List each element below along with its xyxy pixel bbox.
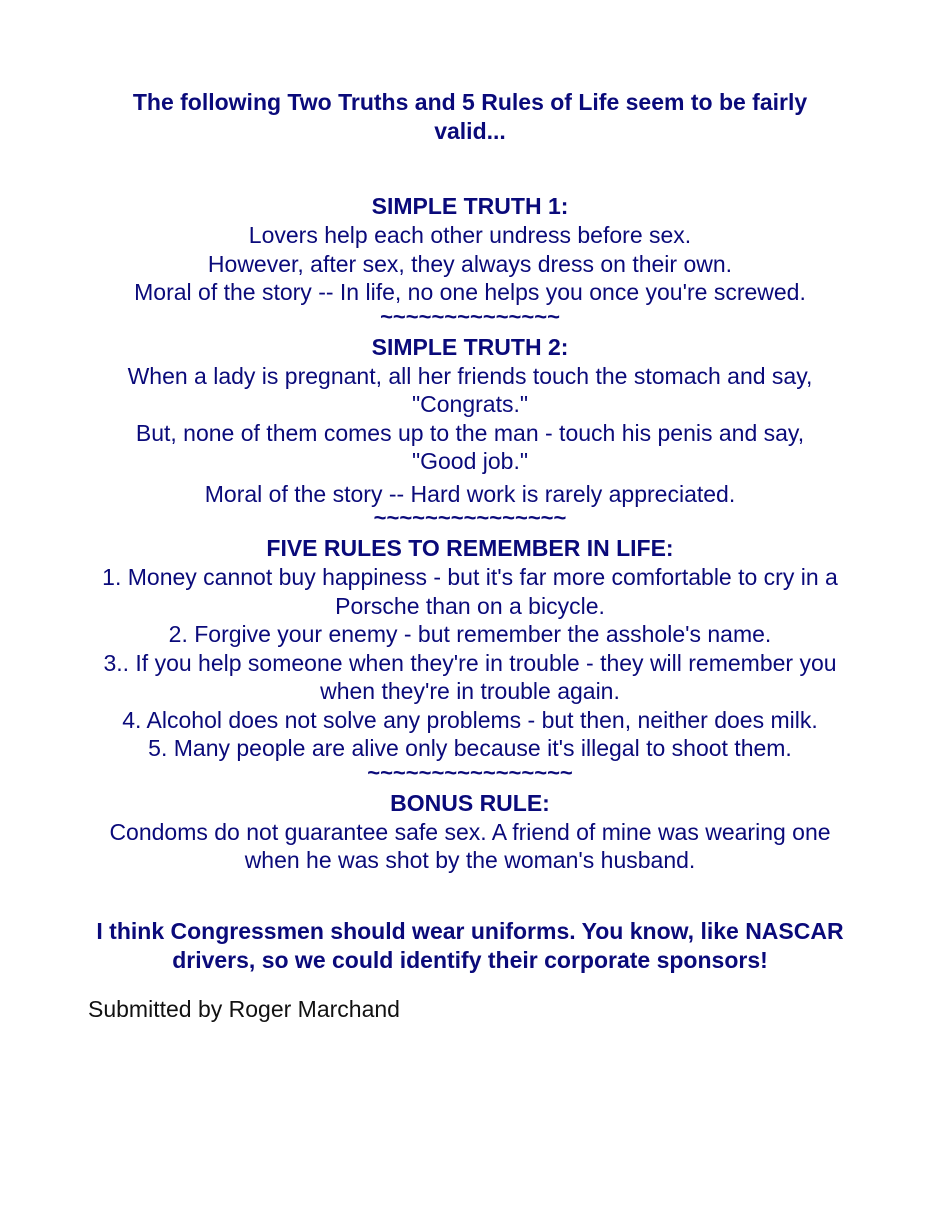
truth2-title: SIMPLE TRUTH 2:: [371, 333, 569, 360]
bonus-text: Condoms do not guarantee safe sex. A friend of mine was wearing one when he was shot by the woman's husband.: [109, 818, 831, 873]
truth1-title: SIMPLE TRUTH 1:: [371, 193, 569, 219]
truth2-line-1: When a lady is pregnant, all her friends touch the stomach and say, "Congrats.": [127, 362, 813, 417]
truth1-line-2: However, after sex, they always dress on their own.: [207, 250, 733, 277]
intro-heading: The following Two Truths and 5 Rules of Life seem to be fairly valid...: [132, 89, 808, 144]
bonus-title: BONUS RULE:: [390, 789, 550, 816]
truth1-line-1: Lovers help each other undress before sex.: [248, 222, 692, 248]
closing-remark: I think Congressmen should wear uniforms. You know, like NASCAR drivers, so we could identify their corporate sponsors!: [96, 917, 844, 973]
rule-item-4: 4. Alcohol does not solve any problems - but then, neither does milk.: [122, 706, 818, 733]
rule-item-1: 1. Money cannot buy happiness - but it's far more comfortable to cry in a Porsche than on a bicycle.: [102, 564, 838, 619]
truth2-line-3: Moral of the story -- Hard work is rarely appreciated.: [204, 480, 736, 507]
document-body: [86, 0, 854, 1024]
rules-title: FIVE RULES TO REMEMBER IN LIFE:: [266, 535, 674, 561]
signature: Submitted by Roger Marchand: [88, 995, 400, 1022]
rules-separator: ~~~~~~~~~~~~~~~~: [367, 759, 573, 785]
truth2-line-2: But, none of them comes up to the man - touch his penis and say, "Good job.": [135, 419, 805, 474]
rule-item-5: 5. Many people are alive only because it's illegal to shoot them.: [148, 735, 792, 761]
rule-item-2: 2. Forgive your enemy - but remember the asshole's name.: [168, 621, 772, 647]
truth1-separator: ~~~~~~~~~~~~~~: [380, 303, 560, 329]
rule-item-3: 3.. If you help someone when they're in trouble - they will remember you when they're in trouble again.: [103, 649, 837, 704]
truth1-line-3: Moral of the story -- In life, no one helps you once you're screwed.: [134, 279, 806, 305]
truth2-separator: ~~~~~~~~~~~~~~~: [373, 505, 567, 530]
